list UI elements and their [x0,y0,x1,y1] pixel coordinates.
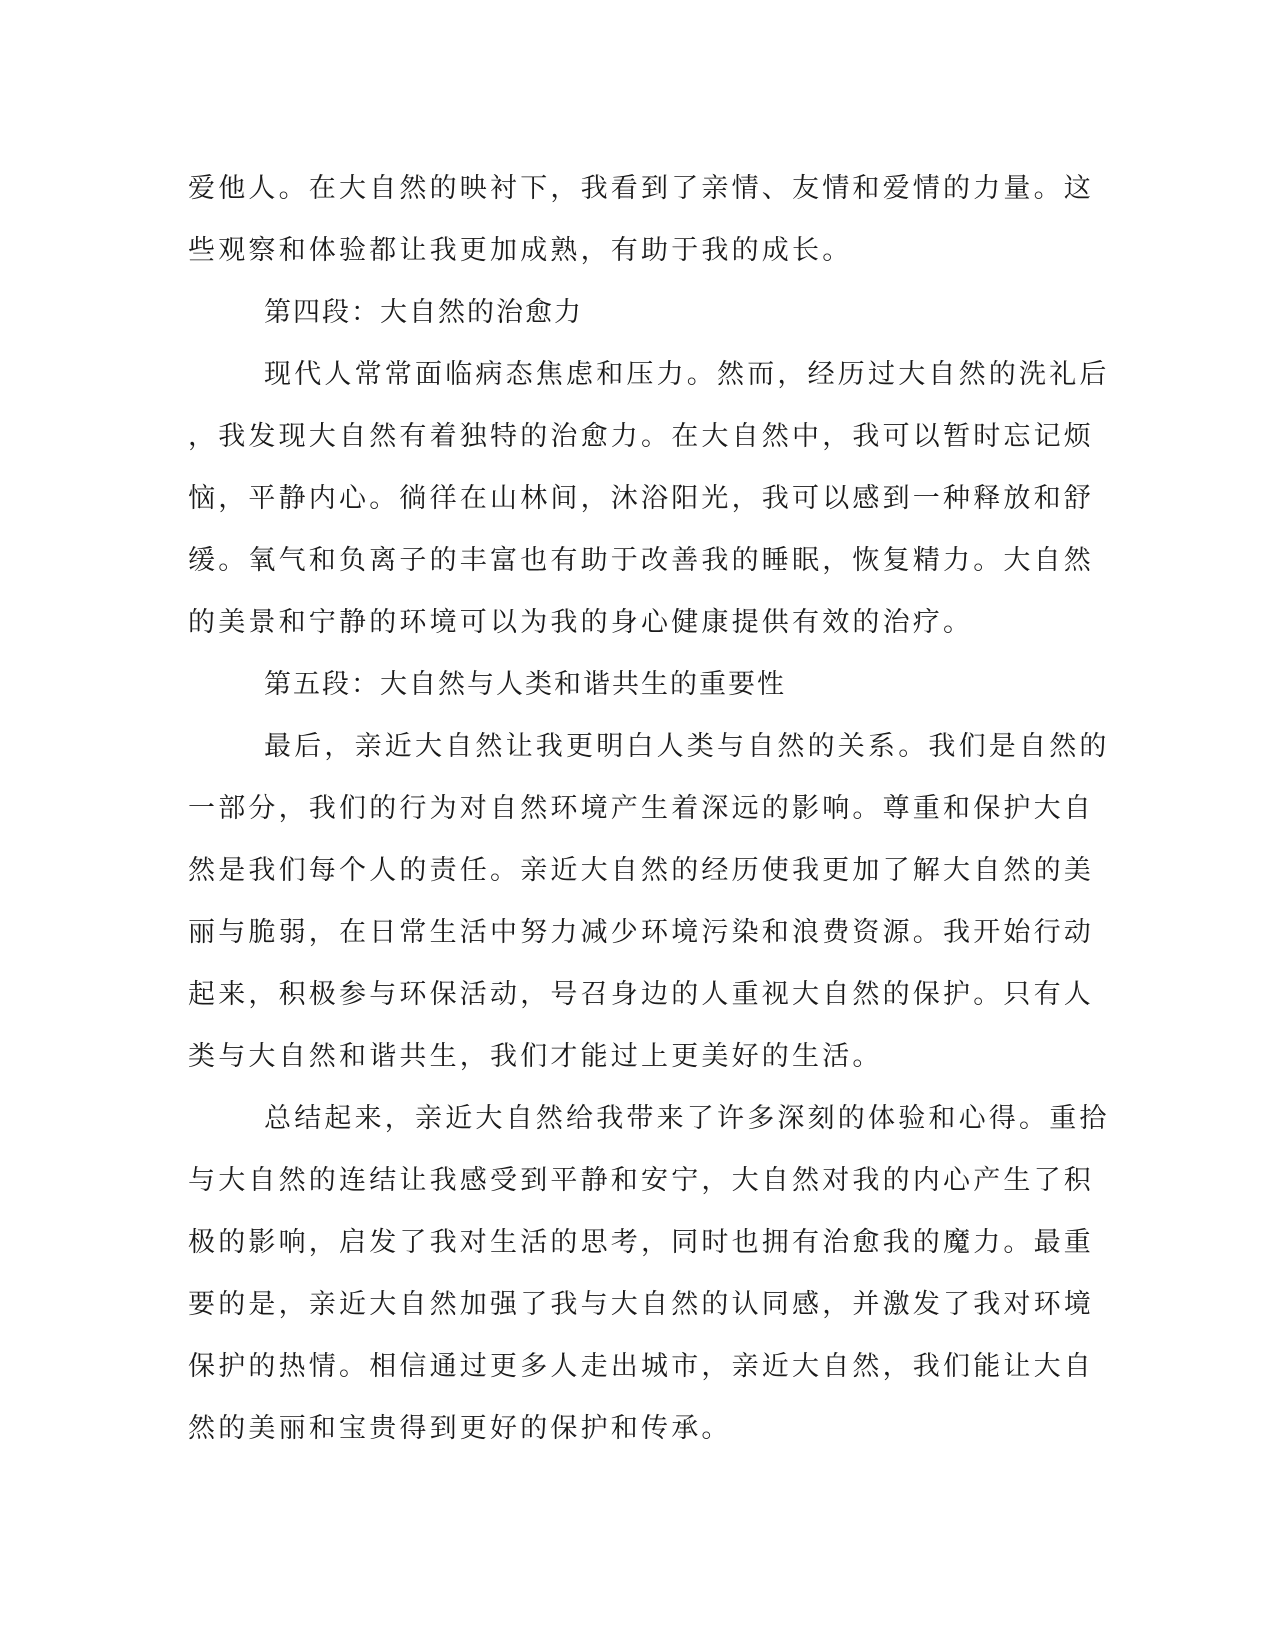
paragraph-line: 现代人常常面临病态焦虑和压力。然而，经历过大自然的洗礼后 [264,359,1110,390]
paragraph-line: 保护的热情。相信通过更多人走出城市，亲近大自然，我们能让大自 [188,1351,1094,1382]
paragraph-line: 然是我们每个人的责任。亲近大自然的经历使我更加了解大自然的美 [188,855,1094,886]
paragraph-line: 极的影响，启发了我对生活的思考，同时也拥有治愈我的魔力。最重 [188,1227,1094,1258]
paragraph-line: 的美景和宁静的环境可以为我的身心健康提供有效的治疗。 [188,607,974,638]
paragraph-line: 起来，积极参与环保活动，号召身边的人重视大自然的保护。只有人 [188,979,1094,1010]
paragraph-line: 爱他人。在大自然的映衬下，我看到了亲情、友情和爱情的力量。这 [188,173,1094,204]
section-heading-5: 第五段：大自然与人类和谐共生的重要性 [264,669,786,700]
paragraph-line: 丽与脆弱，在日常生活中努力减少环境污染和浪费资源。我开始行动 [188,917,1094,948]
paragraph-line: 一部分，我们的行为对自然环境产生着深远的影响。尊重和保护大自 [188,793,1094,824]
paragraph-line: 最后，亲近大自然让我更明白人类与自然的关系。我们是自然的 [264,731,1110,762]
paragraph-line: 恼，平静内心。徜徉在山林间，沐浴阳光，我可以感到一种释放和舒 [188,483,1094,514]
document-body [188,158,1110,1460]
paragraph-line: 些观察和体验都让我更加成熟，有助于我的成长。 [188,235,853,266]
paragraph-line: 总结起来，亲近大自然给我带来了许多深刻的体验和心得。重拾 [264,1103,1110,1134]
paragraph-line: 与大自然的连结让我感受到平静和安宁，大自然对我的内心产生了积 [188,1165,1094,1196]
paragraph-line: 缓。氧气和负离子的丰富也有助于改善我的睡眠，恢复精力。大自然 [188,545,1094,576]
section-heading-4: 第四段：大自然的治愈力 [264,297,583,328]
paragraph-line: 然的美丽和宝贵得到更好的保护和传承。 [188,1413,732,1444]
paragraph-line: ，我发现大自然有着独特的治愈力。在大自然中，我可以暂时忘记烦 [188,421,1094,452]
paragraph-line: 类与大自然和谐共生，我们才能过上更美好的生活。 [188,1041,883,1072]
paragraph-line: 要的是，亲近大自然加强了我与大自然的认同感，并激发了我对环境 [188,1289,1094,1320]
